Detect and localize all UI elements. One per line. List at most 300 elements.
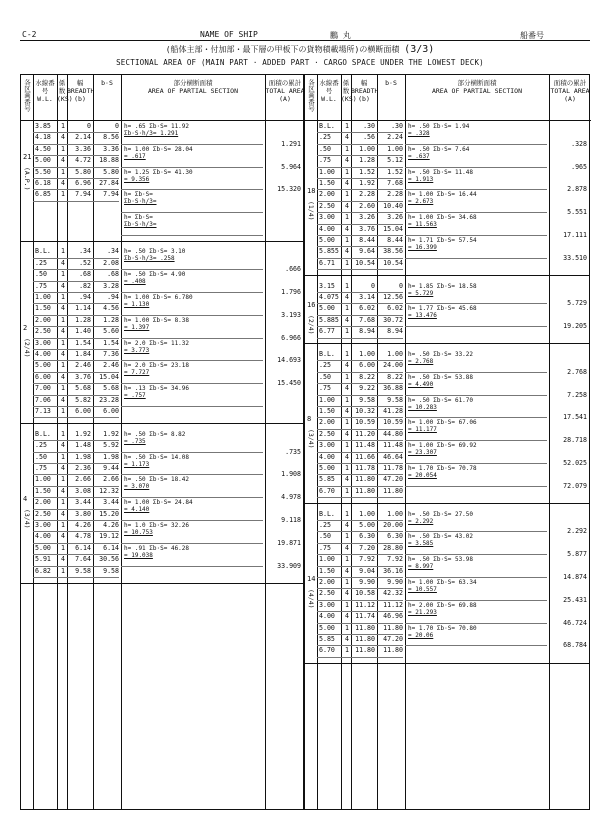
bs-cell: 11.80	[383, 486, 403, 495]
bs-cell: .30	[391, 122, 403, 130]
bs-cell: 47.20	[383, 475, 403, 484]
coefficient-cell: 1	[61, 167, 65, 176]
coefficient-cell: 4	[61, 350, 65, 358]
title-en: SECTIONAL AREA OF (MAIN PART · ADDED PART · CARGO SPACE UNDER THE LOWEST DECK)	[116, 58, 484, 67]
bs-cell: 18.88	[99, 156, 119, 165]
breadth-cell: 11.80	[355, 475, 375, 484]
coefficient-cell: 1	[61, 521, 65, 529]
wl-header	[33, 79, 57, 103]
formula-result-line: = 11.177	[408, 426, 437, 434]
coefficient-cell: 4	[345, 543, 349, 552]
formula-rule	[405, 463, 547, 464]
total-area-value: 2.768	[567, 367, 587, 376]
formula-rule	[405, 577, 547, 578]
coefficient-cell: 4	[61, 509, 65, 518]
formula-rule	[121, 406, 263, 407]
bs-cell: 7.92	[387, 555, 403, 564]
breadth-cell: .34	[79, 247, 91, 256]
station-fraction: (1/4)	[307, 201, 315, 221]
bs-cell: 10.59	[383, 418, 403, 427]
waterline-cell: .75	[35, 281, 47, 290]
wl-header-line: W.L.	[37, 95, 53, 103]
formula-rule	[405, 417, 547, 418]
waterline-cell: 6.70	[319, 486, 335, 495]
waterline-cell: .50	[35, 452, 47, 461]
coefficient-cell: 1	[61, 122, 65, 130]
breadth-cell: 2.60	[359, 201, 375, 210]
coefficient-cell: 4	[345, 635, 349, 643]
bs-cell: 11.48	[383, 441, 403, 450]
partial-area-formula	[408, 511, 473, 525]
bs-cell: 5.68	[103, 384, 119, 393]
formula-h-line: h= Σb·S=	[124, 191, 153, 199]
partial-area-formula	[408, 374, 473, 388]
waterline-cell: .75	[319, 384, 331, 393]
breadth-cell: 7.64	[75, 555, 91, 564]
wl-header-line: W.L.	[321, 95, 337, 103]
coefficient-cell: 1	[61, 270, 65, 279]
coefficient-cell: 4	[345, 156, 349, 165]
coefficient-cell: 4	[61, 156, 65, 165]
bs-cell: 1.98	[103, 452, 119, 461]
waterline-cell: 1.50	[35, 304, 51, 313]
coefficient-cell: 4	[61, 372, 65, 381]
total-area-value: 6.966	[281, 333, 301, 342]
bs-cell: 6.30	[387, 532, 403, 541]
partial-area-formula	[124, 340, 189, 354]
section-divider	[21, 583, 303, 584]
bs-cell: 0	[399, 281, 403, 290]
station-number: 16	[307, 301, 316, 310]
formula-rule	[405, 303, 547, 304]
coefficient-cell: 1	[61, 498, 65, 507]
waterline-cell: B.L.	[319, 509, 335, 518]
station-fraction: (A.P.)	[23, 166, 31, 191]
formula-h-line: h= 1.00 Σb·S= 24.84	[124, 499, 193, 507]
breadth-cell: 9.90	[359, 578, 375, 586]
breadth-header-line: (b)	[358, 95, 370, 103]
waterline-cell: 3.00	[35, 521, 51, 529]
total-area-value: 4.978	[281, 493, 301, 502]
formula-rule	[121, 144, 263, 145]
row-rule	[317, 497, 403, 498]
bs-cell: 47.20	[383, 635, 403, 643]
breadth-cell: 1.00	[359, 144, 375, 153]
partial-area-formula	[408, 351, 473, 365]
waterline-cell: 5.00	[319, 464, 335, 472]
breadth-cell: 2.66	[75, 475, 91, 484]
station-fraction: (2/4)	[307, 315, 315, 335]
coefficient-cell: 1	[61, 315, 65, 324]
formula-h-line: h= .65 Σb·S= 11.92	[124, 123, 190, 130]
bs-cell: 2.66	[103, 475, 119, 484]
formula-h-line: h= 1.71 Σb·S= 57.54	[408, 237, 477, 244]
total-area-value: 14.874	[563, 573, 587, 581]
breadth-cell: 11.74	[355, 612, 375, 621]
total-area-value: 5.551	[567, 208, 587, 217]
breadth-cell: 3.08	[75, 486, 91, 495]
total-area-value: 7.258	[567, 390, 587, 399]
bs-cell: 2.46	[103, 361, 119, 370]
bs-cell: 12.32	[99, 486, 119, 495]
bs-cell: 7.36	[103, 350, 119, 358]
breadth-cell: 9.58	[359, 395, 375, 404]
waterline-cell: 7.00	[35, 384, 51, 393]
formula-h-line: h= .91 Σb·S= 46.28	[124, 544, 190, 552]
page-fraction: (3/3)	[404, 44, 435, 55]
bs-cell: 11.78	[383, 464, 403, 472]
title-jp-text: (船体主部・付加部・最下層の甲板下の貨物積載場所)の横断面積	[165, 45, 400, 54]
bs-cell: 1.28	[103, 315, 119, 324]
partial-header-line: AREA OF PARTIAL SECTION	[147, 87, 238, 95]
formula-rule	[405, 440, 547, 441]
waterline-cell: 4.075	[319, 293, 339, 301]
coefficient-cell: 1	[345, 258, 349, 267]
coefficient-cell: 1	[345, 167, 349, 176]
formula-result-line: = 5.729	[408, 289, 434, 297]
station-fraction: (3/4)	[23, 508, 31, 529]
breadth-cell: 11.80	[355, 623, 375, 632]
bs-cell: 4.26	[103, 521, 119, 529]
waterline-cell: 1.50	[35, 486, 51, 495]
partial-header	[121, 79, 265, 95]
breadth-cell: 7.68	[359, 315, 375, 324]
bs-cell: 7.94	[103, 190, 119, 199]
breadth-cell: 1.14	[75, 304, 91, 313]
coefficient-cell: 4	[345, 201, 349, 210]
formula-rule	[121, 167, 263, 168]
column-header	[21, 75, 305, 121]
waterline-cell: 2.50	[319, 429, 335, 438]
bs-cell: 0	[115, 122, 119, 130]
waterline-cell: 7.13	[35, 407, 51, 415]
waterline-cell: 6.00	[35, 372, 51, 381]
coefficient-cell: 1	[61, 361, 65, 370]
coefficient-cell: 1	[345, 532, 349, 541]
waterline-cell: 3.85	[35, 122, 51, 130]
breadth-cell: 5.80	[75, 167, 91, 176]
section-divider	[21, 241, 303, 242]
row-rule	[317, 657, 403, 658]
waterline-cell: 6.70	[319, 646, 335, 655]
waterline-cell: 1.50	[319, 179, 335, 187]
bs-cell: 41.28	[383, 407, 403, 415]
bs-cell: 9.58	[103, 566, 119, 575]
formula-result-line: = 21.293	[408, 608, 437, 616]
coefficient-cell: 1	[61, 247, 65, 256]
waterline-cell: 1.50	[319, 566, 335, 575]
breadth-cell: 9.64	[359, 247, 375, 256]
partial-area-formula	[408, 625, 477, 639]
row-rule	[317, 338, 403, 339]
partial-area-formula	[408, 579, 477, 593]
coefficient-cell: 4	[345, 589, 349, 598]
bs-cell: 8.44	[387, 236, 403, 244]
total-area-value: 14.693	[277, 356, 301, 365]
coefficient-cell: 1	[61, 407, 65, 415]
waterline-cell: 5.85	[319, 635, 335, 643]
bs-cell: 15.20	[99, 509, 119, 518]
formula-result-line: = 10.753	[124, 529, 153, 536]
bs-cell: 8.22	[387, 372, 403, 381]
formula-rule	[121, 315, 263, 316]
section-divider	[21, 423, 303, 424]
coefficient-cell: 4	[345, 407, 349, 415]
bs-cell: 1.92	[103, 429, 119, 438]
formula-h-line: h= .50 Σb·S= 53.98	[408, 556, 474, 564]
partial-area-formula	[408, 123, 469, 137]
waterline-cell: 6.77	[319, 327, 335, 336]
waterline-cell: 2.50	[319, 201, 335, 210]
station-number: 2	[23, 323, 28, 332]
coefficient-cell: 1	[345, 623, 349, 632]
total-area-value: 15.450	[277, 379, 301, 388]
coefficient-cell: 4	[61, 532, 65, 541]
formula-h-line: h= 1.70 Σb·S= 70.80	[408, 624, 477, 632]
formula-result-line: Σb·S·h/3=	[124, 198, 157, 206]
coefficient-cell: 4	[61, 327, 65, 336]
bs-cell: .68	[107, 270, 119, 279]
breadth-cell: 11.48	[355, 441, 375, 450]
coefficient-cell: 1	[345, 578, 349, 586]
breadth-cell: 3.26	[359, 213, 375, 222]
column-divider	[121, 75, 122, 809]
bs-cell: 20.00	[383, 521, 403, 529]
waterline-cell: 6.18	[35, 179, 51, 187]
breadth-cell: 9.58	[75, 566, 91, 575]
breadth-cell: 7.20	[359, 543, 375, 552]
total-area-value: .965	[571, 162, 587, 171]
waterline-cell: 5.85	[319, 475, 335, 484]
waterline-cell: B.L.	[319, 350, 335, 358]
waterline-cell: 2.00	[319, 418, 335, 427]
waterline-cell: B.L.	[35, 429, 51, 438]
formula-rule	[121, 189, 263, 190]
total-area-value: 1.796	[281, 288, 301, 296]
bs-cell: 11.12	[383, 600, 403, 609]
coefficient-cell: 1	[61, 566, 65, 575]
formula-result-line: = 2.292	[408, 517, 434, 525]
partial-area-formula	[124, 271, 185, 285]
bs-cell: 1.00	[387, 350, 403, 358]
coefficient-cell: 4	[345, 429, 349, 438]
waterline-cell: 2.00	[319, 190, 335, 199]
coefficient-cell: 1	[345, 304, 349, 313]
waterline-cell: 1.00	[35, 475, 51, 484]
partial-area-formula	[408, 169, 473, 183]
bs-cell: 9.58	[387, 395, 403, 404]
coefficient-cell: 4	[345, 133, 349, 142]
bs-cell: 42.32	[383, 589, 403, 598]
total-area-value: 25.431	[563, 595, 587, 604]
total-header-line: 面積の累計	[553, 79, 587, 87]
breadth-cell: 11.80	[355, 646, 375, 655]
coefficient-cell: 4	[61, 486, 65, 495]
coefficient-cell: 4	[345, 293, 349, 301]
formula-result-line: = 20.06	[408, 631, 434, 639]
breadth-cell: .56	[363, 133, 375, 142]
partial-area-formula	[124, 362, 189, 376]
partial-area-formula	[408, 146, 469, 160]
partial-area-formula	[408, 283, 477, 297]
total-area-value: 5.729	[567, 299, 587, 308]
breadth-cell: 6.02	[359, 304, 375, 313]
breadth-header-line: (b)	[74, 95, 86, 103]
formula-h-line: h= 1.00 Σb·S= 16.44	[408, 191, 477, 199]
waterline-cell: 4.00	[35, 532, 51, 541]
bs-cell: 3.44	[103, 498, 119, 507]
total-header	[265, 79, 305, 103]
breadth-cell: 3.76	[75, 372, 91, 381]
formula-result-line: Σb·S·h/3=	[124, 221, 157, 229]
breadth-cell: 8.94	[359, 327, 375, 336]
formula-result-line: = 19.038	[124, 551, 153, 559]
station-number: 4	[23, 494, 28, 503]
formula-rule	[121, 452, 263, 453]
coef-header	[57, 79, 73, 103]
waterline-cell: .50	[319, 372, 331, 381]
bs-cell: 46.96	[383, 612, 403, 621]
breadth-cell: 1.40	[75, 327, 91, 336]
breadth-cell: 2.28	[359, 190, 375, 199]
formula-result-line: = .328	[408, 130, 430, 137]
waterline-cell: .25	[319, 361, 331, 370]
partial-area-formula	[124, 191, 157, 205]
coefficient-cell: 1	[61, 338, 65, 347]
bs-cell: 1.00	[387, 144, 403, 153]
row-rule	[33, 577, 119, 578]
formula-h-line: h= 1.00 Σb·S= 34.68	[408, 214, 477, 222]
formula-h-line: h= 2.0 Σb·S= 11.32	[124, 339, 190, 347]
waterline-cell: 2.50	[35, 327, 51, 336]
breadth-cell: 2.14	[75, 133, 91, 142]
formula-result-line: = .408	[124, 278, 146, 286]
waterline-cell: 3.00	[319, 441, 335, 450]
waterline-cell: 4.50	[35, 144, 51, 153]
formula-rule	[405, 326, 547, 327]
coefficient-cell: 1	[345, 486, 349, 495]
waterline-cell: B.L.	[35, 247, 51, 256]
total-header-line: 面積の累計	[268, 79, 302, 87]
total-area-value: 5.877	[567, 550, 587, 559]
waterline-cell: 1.50	[319, 407, 335, 415]
breadth-header	[67, 79, 93, 103]
formula-h-line: h= 1.00 Σb·S= 69.92	[408, 442, 477, 450]
waterline-cell: 3.00	[319, 600, 335, 609]
station-header: 各区画番号	[307, 79, 315, 112]
partial-header-line: 部分横断面積	[173, 79, 213, 87]
coefficient-cell: 1	[345, 372, 349, 381]
breadth-cell: 5.00	[359, 521, 375, 529]
breadth-cell: 11.78	[355, 464, 375, 472]
name-of-ship-label: NAME OF SHIP	[200, 30, 258, 39]
breadth-cell: 10.54	[355, 258, 375, 267]
coefficient-cell: 1	[345, 395, 349, 404]
coefficient-cell: 1	[345, 509, 349, 518]
waterline-cell: 6.71	[319, 258, 335, 267]
formula-rule	[405, 212, 547, 213]
breadth-cell: 10.59	[355, 418, 375, 427]
formula-rule	[405, 235, 547, 236]
formula-h-line: h= Σb·S=	[124, 214, 153, 222]
breadth-cell: .68	[79, 270, 91, 279]
column-divider	[317, 75, 318, 809]
coefficient-cell: 1	[345, 646, 349, 655]
waterline-cell: 1.00	[319, 167, 335, 176]
waterline-cell: .25	[319, 133, 331, 142]
waterline-cell: .50	[35, 270, 47, 279]
formula-rule	[405, 144, 547, 145]
bs-cell: 11.80	[383, 623, 403, 632]
formula-rule	[405, 189, 547, 190]
total-header-line: (A)	[564, 95, 576, 103]
header-rule	[20, 40, 590, 41]
formula-h-line: h= .50 Σb·S= 3.10	[124, 248, 186, 256]
formula-result-line: = 11.563	[408, 221, 437, 229]
breadth-cell: 3.80	[75, 509, 91, 518]
breadth-cell: 1.28	[75, 315, 91, 324]
formula-result-line: Σb·S·h/3= .258	[124, 255, 175, 263]
total-area-value: 52.025	[563, 459, 587, 467]
breadth-cell: 11.20	[355, 429, 375, 438]
coefficient-cell: 1	[345, 441, 349, 450]
formula-rule	[121, 269, 263, 270]
section-divider	[305, 275, 589, 276]
coefficient-cell: 1	[345, 350, 349, 358]
total-area-value: .328	[571, 139, 587, 148]
formula-result-line: = 4.490	[408, 380, 434, 388]
formula-rule	[405, 167, 547, 168]
breadth-cell: 3.36	[75, 144, 91, 153]
formula-result-line: = 20.054	[408, 472, 437, 479]
station-number: 18	[307, 187, 316, 196]
waterline-cell: .75	[35, 464, 47, 472]
coefficient-cell: 1	[345, 600, 349, 609]
waterline-cell: 3.00	[35, 338, 51, 347]
coefficient-cell: 4	[345, 475, 349, 484]
breadth-cell: .82	[79, 281, 91, 290]
waterline-cell: 7.06	[35, 395, 51, 404]
formula-result-line: = 1.397	[124, 323, 150, 331]
coefficient-cell: 1	[61, 475, 65, 484]
waterline-cell: 5.00	[319, 304, 335, 313]
bs-cell: 30.56	[99, 555, 119, 564]
formula-rule	[121, 566, 263, 567]
bs-cell: 9.90	[387, 578, 403, 586]
breadth-cell: 1.00	[359, 509, 375, 518]
column-header	[305, 75, 591, 121]
station-number: 14	[307, 574, 316, 583]
partial-header-line: AREA OF PARTIAL SECTION	[431, 87, 522, 95]
waterline-cell: 5.855	[319, 247, 339, 256]
bs-cell: 4.56	[103, 304, 119, 313]
waterline-cell: 2.00	[35, 498, 51, 507]
formula-h-line: h= 1.77 Σb·S= 45.68	[408, 305, 477, 313]
bs-cell: 3.28	[103, 281, 119, 290]
partial-area-formula	[408, 191, 477, 205]
formula-h-line: h= 1.85 Σb·S= 18.58	[408, 282, 477, 290]
breadth-cell: 2.36	[75, 464, 91, 472]
waterline-cell: 2.00	[319, 578, 335, 586]
bs-cell: 1.52	[387, 167, 403, 176]
formula-result-line: = .617	[124, 152, 146, 160]
coef-header-line: (KS)	[57, 95, 73, 103]
formula-h-line: h= 2.0 Σb·S= 23.18	[124, 362, 190, 370]
breadth-cell: 4.72	[75, 156, 91, 165]
formula-h-line: h= .50 Σb·S= 4.90	[124, 271, 186, 279]
breadth-cell: 3.14	[359, 293, 375, 301]
bs-cell: 38.56	[383, 247, 403, 256]
